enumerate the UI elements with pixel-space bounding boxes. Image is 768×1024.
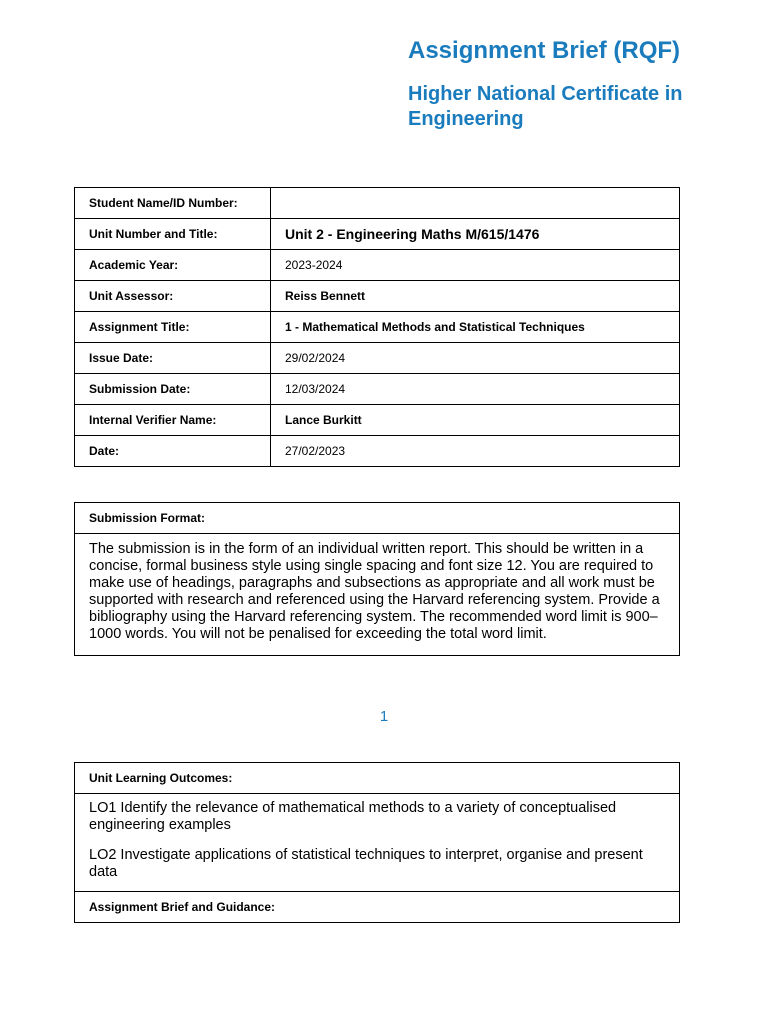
learning-outcomes-table — [74, 762, 680, 923]
issue-date-label: Issue Date: — [75, 343, 271, 374]
table-row — [75, 219, 680, 250]
document-subtitle: Higher National Certificate in Engineering — [408, 83, 683, 130]
table-row — [75, 763, 680, 794]
academic-year-value: 2023-2024 — [271, 250, 680, 281]
submission-format-table — [74, 502, 680, 656]
table-row — [75, 374, 680, 405]
table-row — [75, 892, 680, 923]
brief-guidance-label: Assignment Brief and Guidance: — [75, 892, 680, 923]
assignment-info-table — [74, 187, 680, 467]
academic-year-label: Academic Year: — [75, 250, 271, 281]
page-number: 1 — [379, 708, 389, 725]
document-title: Assignment Brief (RQF) — [408, 37, 681, 64]
learning-outcome-lo1: LO1 Identify the relevance of mathematical methods to a variety of conceptualised engineering examples — [89, 800, 617, 833]
table-row — [75, 312, 680, 343]
learning-outcome-lo2: LO2 Investigate applications of statistical techniques to interpret, organise and present data — [89, 847, 643, 880]
internal-verifier-label: Internal Verifier Name: — [75, 405, 271, 436]
assignment-title-label: Assignment Title: — [75, 312, 271, 343]
unit-title-value: Unit 2 - Engineering Maths M/615/1476 — [271, 219, 680, 250]
unit-assessor-label: Unit Assessor: — [75, 281, 271, 312]
assignment-title-value: 1 - Mathematical Methods and Statistical Techniques — [271, 312, 680, 343]
table-row — [75, 250, 680, 281]
learning-outcomes-label: Unit Learning Outcomes: — [75, 763, 680, 794]
submission-date-label: Submission Date: — [75, 374, 271, 405]
table-row — [75, 794, 680, 892]
date-label: Date: — [75, 436, 271, 467]
submission-format-label: Submission Format: — [75, 503, 680, 534]
table-row — [75, 188, 680, 219]
table-row — [75, 281, 680, 312]
table-row — [75, 343, 680, 374]
date-value: 27/02/2023 — [271, 436, 680, 467]
learning-outcomes-list — [75, 794, 680, 892]
student-name-value — [271, 188, 680, 219]
issue-date-value: 29/02/2024 — [271, 343, 680, 374]
internal-verifier-value: Lance Burkitt — [271, 405, 680, 436]
unit-assessor-value: Reiss Bennett — [271, 281, 680, 312]
table-row — [75, 503, 680, 534]
student-name-label: Student Name/ID Number: — [75, 188, 271, 219]
document-heading — [408, 36, 758, 132]
table-row — [75, 436, 680, 467]
table-row — [75, 405, 680, 436]
unit-title-label: Unit Number and Title: — [75, 219, 271, 250]
submission-date-value: 12/03/2024 — [271, 374, 680, 405]
table-row — [75, 534, 680, 656]
submission-format-text: The submission is in the form of an individual written report. This should be written in a concise, formal business style using single spacing and font size 12. You are required to make use of headings, paragraphs and subsections as appropriate and all work must be supported with research and referenced using the Harvard referencing system. Provide a bibliography using the Harvard referencing system. The recommended word limit is 900–1000 words. You will not be penalised for exceeding the total word limit. — [75, 534, 680, 656]
